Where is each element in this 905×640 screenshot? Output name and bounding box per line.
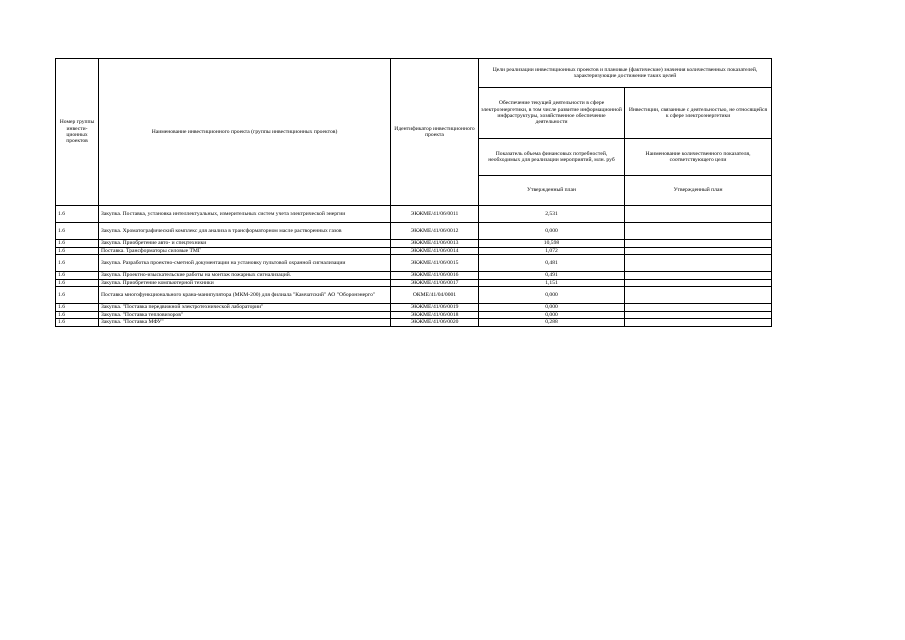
row-group-number: 1.6 bbox=[56, 304, 99, 312]
row-project-name: Закупка. Приобретение компьютерной техники bbox=[99, 279, 391, 287]
header-plan-1: Утвержденный план bbox=[479, 176, 625, 206]
row-identifier: ЭКЖМЕ/41/06/0019 bbox=[391, 304, 479, 312]
row-project-name: Закупка. Проектно-изыскательские работы на монтаж пожарных сигнализаций. bbox=[99, 272, 391, 280]
row-identifier: ЭКЖМЕ/41/06/0017 bbox=[391, 279, 479, 287]
row-financial-value: 0,288 bbox=[479, 319, 625, 327]
table-row bbox=[56, 304, 772, 312]
header-group-number: Номер группы инвести-ционных проектов bbox=[56, 59, 99, 206]
table-row bbox=[56, 272, 772, 280]
row-project-name: Поставка. Трансформаторы силовые ТМГ bbox=[99, 247, 391, 255]
row-identifier: ЭКЖМЕ/41/06/0014 bbox=[391, 247, 479, 255]
row-indicator-plan bbox=[625, 223, 772, 240]
table-row bbox=[56, 206, 772, 223]
row-project-name: Закупка. Разработка проектно-сметной документации на установку пультовой охранной сигнализации bbox=[99, 255, 391, 272]
header-goal-electro: Обеспечение текущей деятельности в сфере электроэнергетики, в том числе развитие информационной инфраструктуры, хозяйственное обеспечение деятельности bbox=[479, 88, 625, 139]
header-project-name: Наименование инвестиционного проекта (группы инвестиционных проектов) bbox=[99, 59, 391, 206]
row-financial-value: 1,072 bbox=[479, 247, 625, 255]
table-row bbox=[56, 247, 772, 255]
row-identifier: ЭКЖМЕ/41/06/0020 bbox=[391, 319, 479, 327]
row-indicator-plan bbox=[625, 311, 772, 319]
header-goals: Цели реализации инвестиционных проектов и плановые (фактические) значения количественных показателей, характеризующие достижение таких целей bbox=[479, 59, 772, 88]
row-indicator-plan bbox=[625, 319, 772, 327]
row-identifier: ЭКЖМЕ/41/06/0013 bbox=[391, 240, 479, 248]
header-indicator-financial: Показатель объема финансовых потребностей, необходимых для реализации мероприятий, млн. руб bbox=[479, 139, 625, 176]
row-project-name: Поставка многофункционального крана-манипулятора (МКМ-200) для филиала "Камчатский" АО "Оборонэнерго" bbox=[99, 287, 391, 304]
row-indicator-plan bbox=[625, 240, 772, 248]
row-identifier: ОКМЕ/41/04/0001 bbox=[391, 287, 479, 304]
row-financial-value: 0,000 bbox=[479, 223, 625, 240]
row-indicator-plan bbox=[625, 247, 772, 255]
row-project-name: Закупка. Приобретение авто- и спецтехники bbox=[99, 240, 391, 248]
row-indicator-plan bbox=[625, 279, 772, 287]
row-financial-value: 0,000 bbox=[479, 304, 625, 312]
table-header bbox=[56, 59, 772, 206]
row-group-number: 1.6 bbox=[56, 272, 99, 280]
table-row bbox=[56, 255, 772, 272]
row-financial-value: 0,000 bbox=[479, 287, 625, 304]
row-financial-value: 10,598 bbox=[479, 240, 625, 248]
row-indicator-plan bbox=[625, 206, 772, 223]
row-identifier: ЭКЖМЕ/41/06/0012 bbox=[391, 223, 479, 240]
table-row bbox=[56, 319, 772, 327]
row-financial-value: 1,151 bbox=[479, 279, 625, 287]
row-financial-value: 0,000 bbox=[479, 311, 625, 319]
row-project-name: Закупка. "Поставка тепловизоров" bbox=[99, 311, 391, 319]
row-group-number: 1.6 bbox=[56, 247, 99, 255]
row-identifier: ЭКЖМЕ/41/06/0011 bbox=[391, 206, 479, 223]
header-plan-2: Утвержденный план bbox=[625, 176, 772, 206]
table-body bbox=[56, 206, 772, 327]
row-identifier: ЭКЖМЕ/41/06/0015 bbox=[391, 255, 479, 272]
header-identifier: Идентификатор инвестиционного проекта bbox=[391, 59, 479, 206]
table-row bbox=[56, 287, 772, 304]
row-financial-value: 0,481 bbox=[479, 255, 625, 272]
table-row bbox=[56, 240, 772, 248]
row-project-name: Закупка. "Поставка МФУ" bbox=[99, 319, 391, 327]
row-group-number: 1.6 bbox=[56, 287, 99, 304]
row-indicator-plan bbox=[625, 304, 772, 312]
investment-projects-table bbox=[55, 58, 772, 327]
header-indicator-name: Наименование количественного показателя, соответствующего цели bbox=[625, 139, 772, 176]
table-row bbox=[56, 223, 772, 240]
row-group-number: 1.6 bbox=[56, 311, 99, 319]
row-group-number: 1.6 bbox=[56, 223, 99, 240]
row-group-number: 1.6 bbox=[56, 206, 99, 223]
row-group-number: 1.6 bbox=[56, 240, 99, 248]
row-financial-value: 2,531 bbox=[479, 206, 625, 223]
row-project-name: Закупка. "Поставка передвижной электротехнической лаборатории" bbox=[99, 304, 391, 312]
row-group-number: 1.6 bbox=[56, 255, 99, 272]
row-indicator-plan bbox=[625, 255, 772, 272]
row-identifier: ЭКЖМЕ/41/06/0016 bbox=[391, 272, 479, 280]
row-project-name: Закупка. Хроматографический комплекс для анализа в трансформаторном масле растворенных газов bbox=[99, 223, 391, 240]
row-indicator-plan bbox=[625, 272, 772, 280]
row-indicator-plan bbox=[625, 287, 772, 304]
row-project-name: Закупка. Поставка, установка интеллектуальных, измерительных систем учета электрической энергии bbox=[99, 206, 391, 223]
row-group-number: 1.6 bbox=[56, 279, 99, 287]
row-identifier: ЭКЖМЕ/41/06/0018 bbox=[391, 311, 479, 319]
header-goal-other: Инвестиции, связанные с деятельностью, не относящейся к сфере электроэнергетики bbox=[625, 88, 772, 139]
table-row bbox=[56, 279, 772, 287]
row-financial-value: 0,491 bbox=[479, 272, 625, 280]
table-row bbox=[56, 311, 772, 319]
row-group-number: 1.6 bbox=[56, 319, 99, 327]
